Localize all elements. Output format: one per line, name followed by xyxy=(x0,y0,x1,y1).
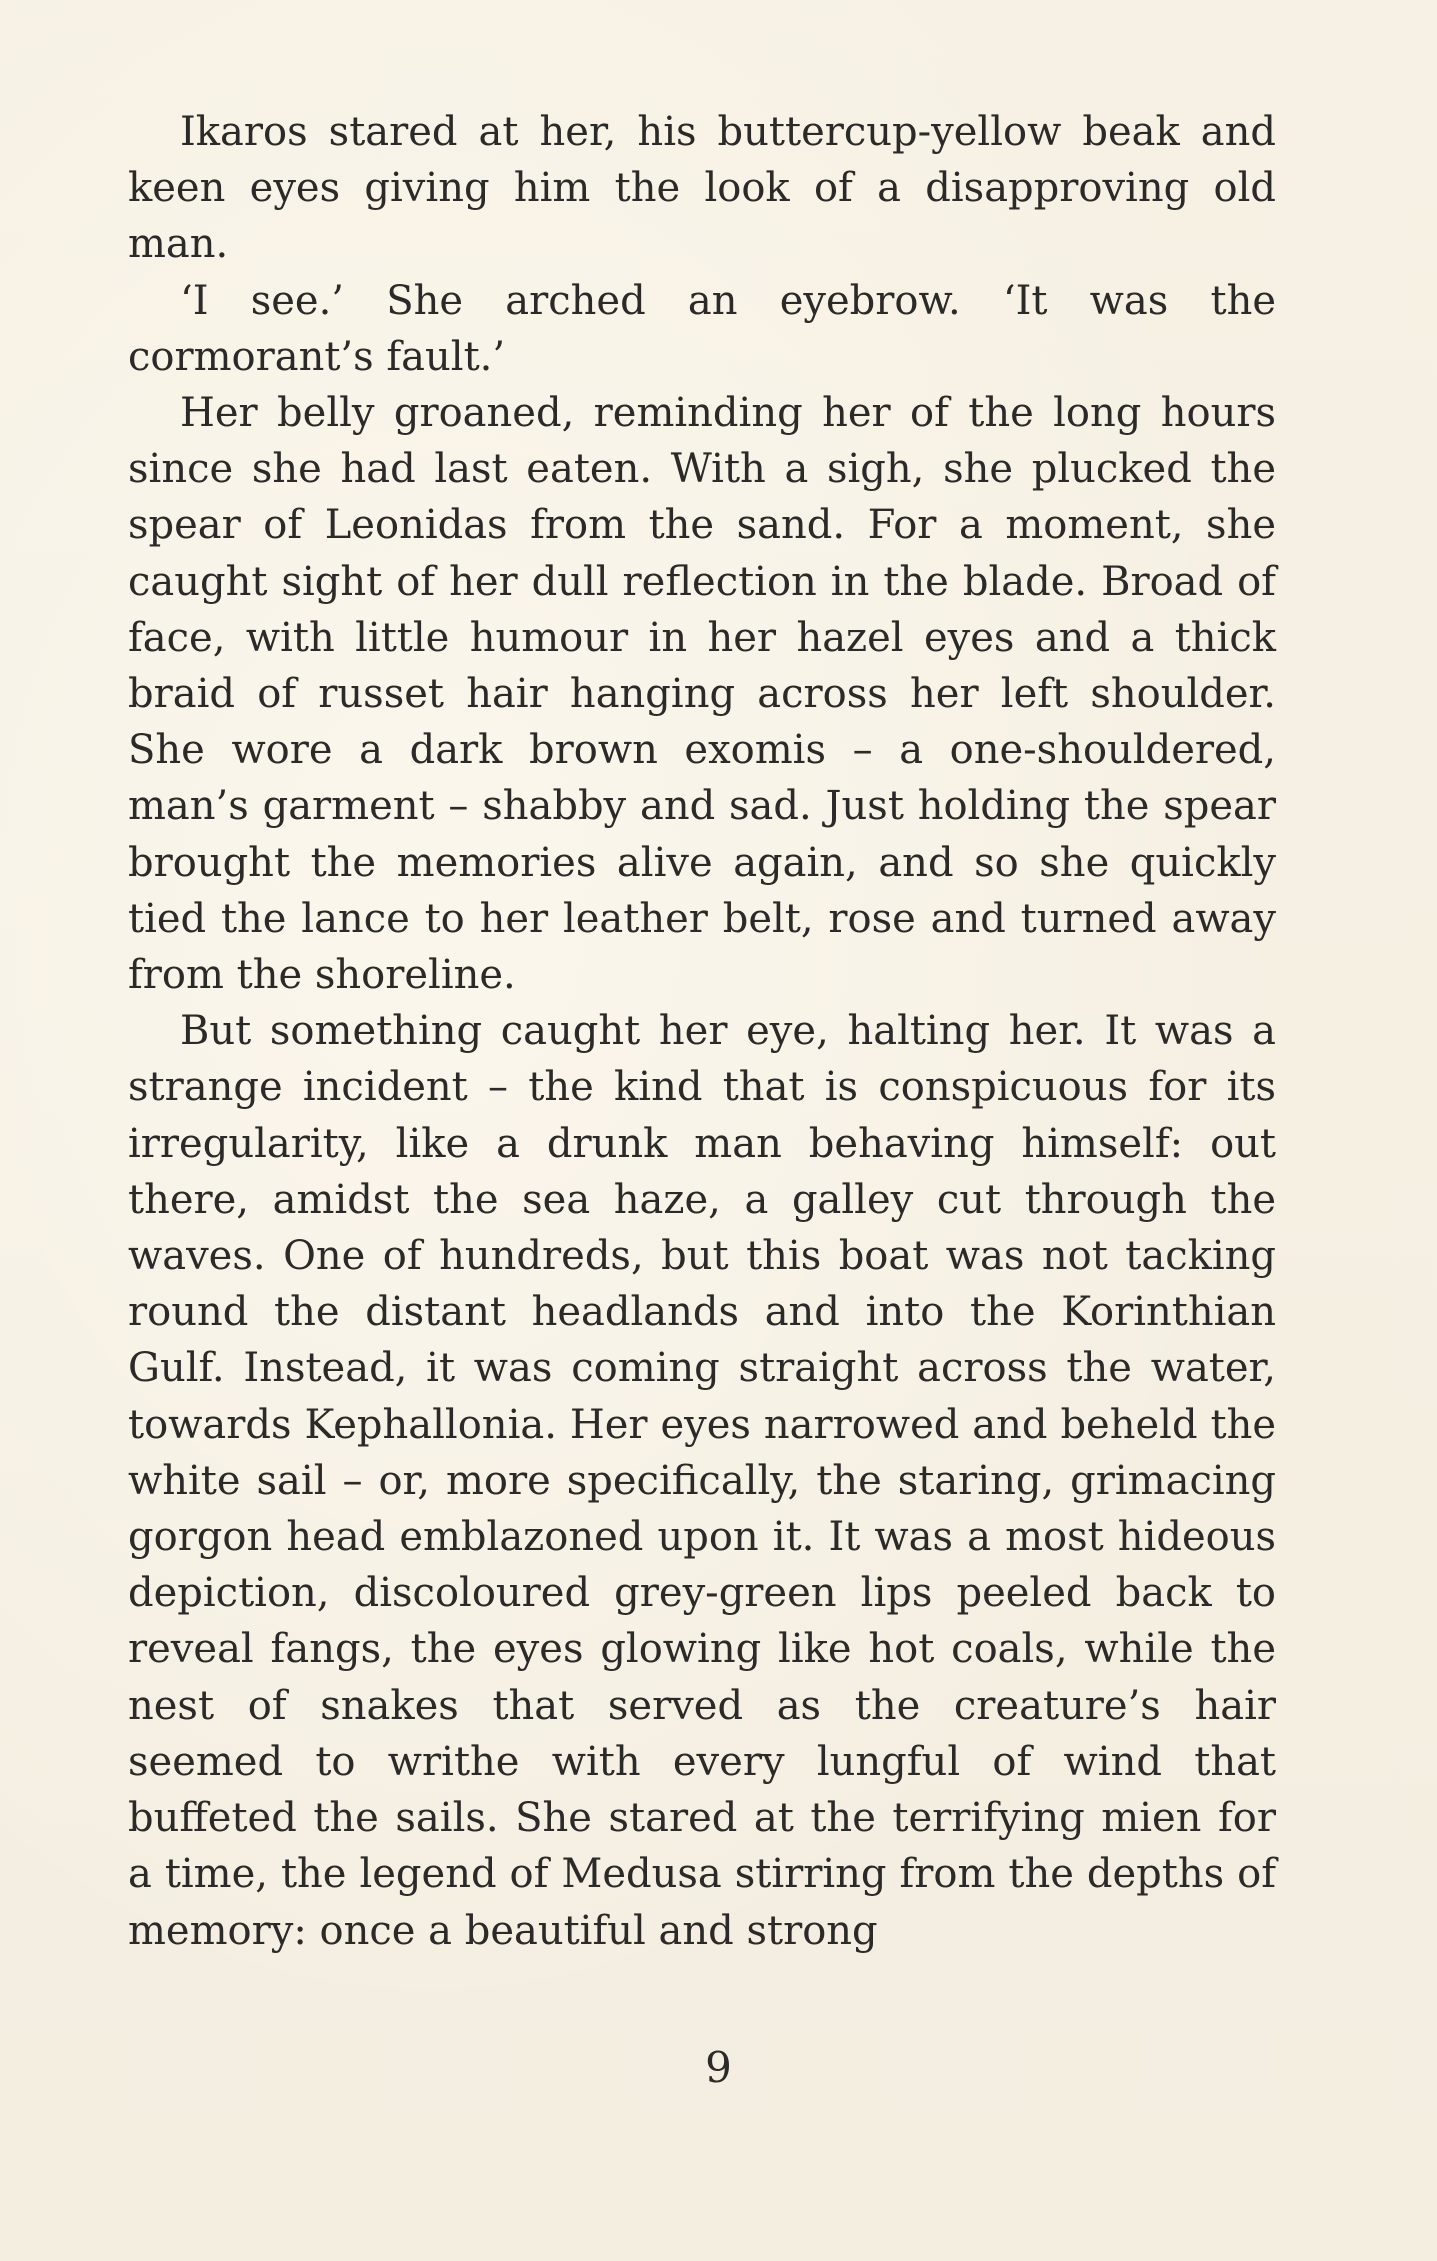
paragraph-3: Her belly groaned, reminding her of the long hours since she had last eaten. With a sigh, she plucked the spear of Leonidas from the sand. For a moment, she caught sight of her dull reflection in the blade. Broad of face, with little humour in her hazel eyes and a thick braid of russet hair hanging across her left shoulder. She wore a dark brown exomis – a one-shouldered, man’s garment – shabby and sad. Just holding the spear brought the memories alive again, and so she quickly tied the lance to her leather belt, rose and turned away from the shoreline. xyxy=(128,390,1276,999)
paragraph-2: ‘I see.’ She arched an eyebrow. ‘It was the cormorant’s fault.’ xyxy=(128,277,1276,380)
paragraph-1: Ikaros stared at her, his buttercup-yellow beak and keen eyes giving him the look of a disapproving old man. xyxy=(128,109,1276,268)
body-text xyxy=(128,104,1276,1959)
paragraph-4: But something caught her eye, halting her. It was a strange incident – the kind that is conspicuous for its irregularity, like a drunk man behaving himself: out there, amidst the sea haze, a galley cut through the waves. One of hundreds, but this boat was not tacking round the distant headlands and into the Korinthian Gulf. Instead, it was coming straight across the water, towards Kephallonia. Her eyes narrowed and beheld the white sail – or, more specifically, the staring, grimacing gorgon head emblazoned upon it. It was a most hideous depiction, discoloured grey-green lips peeled back to reveal fangs, the eyes glowing like hot coals, while the nest of snakes that served as the creature’s hair seemed to writhe with every lungful of wind that buffeted the sails. She stared at the terrifying mien for a time, the legend of Medusa stirring from the depths of memory: once a beautiful and strong xyxy=(128,1008,1276,1954)
page-number: 9 xyxy=(705,2043,732,2092)
